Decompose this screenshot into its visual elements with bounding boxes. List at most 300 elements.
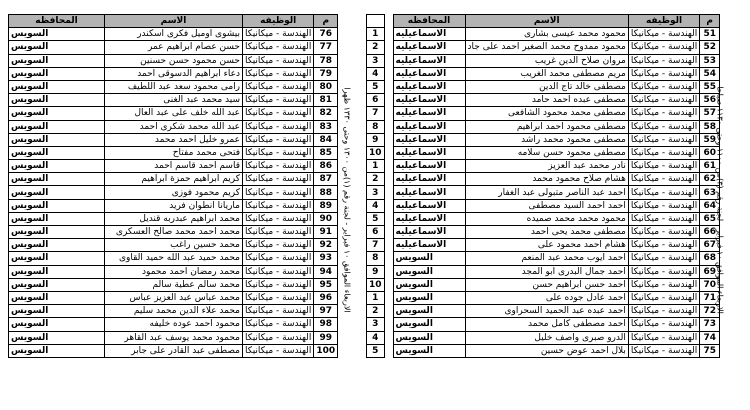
row-job: الهندسة - ميكانيكا — [243, 41, 314, 54]
row-job: الهندسة - ميكانيكا — [628, 173, 699, 186]
row-name: مريم مصطفى محمد الغريب — [465, 67, 628, 80]
row-governorate: السويس — [9, 226, 105, 239]
row-name: احمد حسن ابراهيم حسن — [465, 278, 628, 291]
row-seq: 3 — [367, 318, 385, 331]
row-number: 54 — [700, 67, 720, 80]
table-row — [9, 67, 338, 80]
table-row — [9, 291, 338, 304]
table-row — [367, 107, 720, 120]
spacer-cell — [384, 331, 393, 344]
row-number: 59 — [700, 133, 720, 146]
row-seq: 9 — [367, 133, 385, 146]
row-governorate: السويس — [9, 344, 105, 357]
row-seq: 8 — [367, 120, 385, 133]
spacer-cell — [384, 28, 393, 41]
row-name: كريم محمود فوزى — [105, 186, 243, 199]
table-row — [9, 80, 338, 93]
row-number: 66 — [700, 226, 720, 239]
row-governorate: الاسماعيليه — [393, 120, 465, 133]
row-name: احمد عادل جوده على — [465, 291, 628, 304]
row-number: 75 — [700, 344, 720, 357]
row-name: سيد محمد عبد الغنى — [105, 94, 243, 107]
row-name: مصطفى عبده احمد حامد — [465, 94, 628, 107]
spacer-cell — [384, 278, 393, 291]
row-seq: 7 — [367, 107, 385, 120]
row-job: الهندسة - ميكانيكا — [628, 107, 699, 120]
row-governorate: السويس — [9, 120, 105, 133]
row-governorate: السويس — [9, 41, 105, 54]
row-name: عمرو خليل احمد محمد — [105, 133, 243, 146]
row-seq: 7 — [367, 239, 385, 252]
row-job: الهندسة - ميكانيكا — [243, 199, 314, 212]
table-row — [9, 226, 338, 239]
row-governorate: السويس — [9, 67, 105, 80]
row-seq: 8 — [367, 252, 385, 265]
row-number: 70 — [700, 278, 720, 291]
spacer-cell — [384, 344, 393, 357]
table-row — [9, 212, 338, 225]
row-governorate: السويس — [9, 239, 105, 252]
row-number: 53 — [700, 54, 720, 67]
table-row — [9, 146, 338, 159]
row-job: الهندسة - ميكانيكا — [628, 146, 699, 159]
row-number: 78 — [314, 54, 338, 67]
row-number: 99 — [314, 331, 338, 344]
row-job: الهندسة - ميكانيكا — [243, 94, 314, 107]
row-seq: 1 — [367, 28, 385, 41]
row-number: 62 — [700, 173, 720, 186]
row-seq: 5 — [367, 80, 385, 93]
row-governorate: السويس — [9, 54, 105, 67]
row-seq: 2 — [367, 41, 385, 54]
left-session-caption: الاربعاء الموافق ١٠ فبراير - لجنة رقم (١)من ١٣٠٠ وحتى ١٣٣٠ ظهرا — [342, 87, 352, 313]
row-job: الهندسة - ميكانيكا — [628, 28, 699, 41]
row-job: الهندسة - ميكانيكا — [243, 173, 314, 186]
row-name: محمد سالم عطية سالم — [105, 278, 243, 291]
row-governorate: السويس — [9, 252, 105, 265]
row-number: 57 — [700, 107, 720, 120]
row-name: كريم ابراهيم حمزة ابراهيم — [105, 173, 243, 186]
row-name: احمد جمال البدرى ابو المجد — [465, 265, 628, 278]
row-number: 76 — [314, 28, 338, 41]
row-name: مصطفى محمود احمد ابراهيم — [465, 120, 628, 133]
row-job: الهندسة - ميكانيكا — [243, 252, 314, 265]
header-gov: المحافظه — [393, 15, 465, 28]
row-governorate: الاسماعيليه — [393, 186, 465, 199]
row-name: بيشوى اوميل فكرى اسكندر — [105, 28, 243, 41]
row-number: 58 — [700, 120, 720, 133]
spacer-cell — [384, 186, 393, 199]
row-job: الهندسة - ميكانيكا — [628, 265, 699, 278]
row-job: الهندسة - ميكانيكا — [628, 252, 699, 265]
row-name: الدرو صبرى واصف خليل — [465, 331, 628, 344]
row-governorate: السويس — [9, 94, 105, 107]
row-governorate: الاسماعيليه — [393, 226, 465, 239]
row-name: محمود احمد عوده خليفه — [105, 318, 243, 331]
table-row — [367, 331, 720, 344]
header-row — [9, 15, 338, 28]
row-name: احمد احمد السيد مصطفى — [465, 199, 628, 212]
row-governorate: الاسماعيليه — [393, 67, 465, 80]
row-seq: 9 — [367, 265, 385, 278]
row-seq: 1 — [367, 291, 385, 304]
spacer-cell — [384, 226, 393, 239]
row-job: الهندسة - ميكانيكا — [628, 291, 699, 304]
row-job: الهندسة - ميكانيكا — [243, 226, 314, 239]
row-name: احمد ايوب محمد عبد المنعم — [465, 252, 628, 265]
row-job: الهندسة - ميكانيكا — [628, 160, 699, 173]
row-job: الهندسة - ميكانيكا — [243, 265, 314, 278]
row-name: محمود ممدوح محمد الصغير احمد على جاد — [465, 41, 628, 54]
row-job: الهندسة - ميكانيكا — [628, 305, 699, 318]
left-table — [8, 14, 338, 358]
row-job: الهندسة - ميكانيكا — [628, 94, 699, 107]
table-row — [9, 54, 338, 67]
row-governorate: السويس — [9, 28, 105, 41]
right-session-caption: الاربعاء الموافق ١٠ فبراير - لجنة رقم (٣)من ١١٠٠ وحتى ١١٣٠ صباحا — [715, 86, 725, 314]
row-name: مروان صلاح الدين غريب — [465, 54, 628, 67]
spacer-cell — [384, 67, 393, 80]
header-job: الوظيفه — [628, 15, 699, 28]
row-job: الهندسة - ميكانيكا — [243, 80, 314, 93]
spacer-cell — [384, 107, 393, 120]
table-row — [9, 186, 338, 199]
row-job: الهندسة - ميكانيكا — [628, 239, 699, 252]
spacer-cell — [384, 133, 393, 146]
header-name: الاسم — [465, 15, 628, 28]
row-name: دعاء ابراهيم الدسوقى احمد — [105, 67, 243, 80]
row-governorate: السويس — [393, 318, 465, 331]
row-job: الهندسة - ميكانيكا — [243, 278, 314, 291]
row-governorate: الاسماعيليه — [393, 133, 465, 146]
row-number: 88 — [314, 186, 338, 199]
row-job: الهندسة - ميكانيكا — [243, 107, 314, 120]
row-governorate: السويس — [393, 305, 465, 318]
table-row — [9, 94, 338, 107]
spacer-cell — [384, 41, 393, 54]
row-number: 64 — [700, 199, 720, 212]
table-row — [367, 265, 720, 278]
table-row — [9, 331, 338, 344]
row-name: احمد عبد الناصر متبولى عبد الغفار — [465, 186, 628, 199]
row-name: نادر محمد عبد العزيز — [465, 160, 628, 173]
table-row — [367, 41, 720, 54]
spacer-cell — [384, 318, 393, 331]
row-seq: 6 — [367, 226, 385, 239]
row-number: 84 — [314, 133, 338, 146]
spacer-cell — [384, 146, 393, 159]
table-row — [367, 80, 720, 93]
table-row — [367, 252, 720, 265]
row-number: 82 — [314, 107, 338, 120]
row-seq: 3 — [367, 186, 385, 199]
table-row — [367, 146, 720, 159]
row-job: الهندسة - ميكانيكا — [243, 160, 314, 173]
row-number: 90 — [314, 212, 338, 225]
header-num: م — [700, 15, 720, 28]
table-row — [9, 120, 338, 133]
table-row — [367, 186, 720, 199]
row-seq: 4 — [367, 199, 385, 212]
row-number: 67 — [700, 239, 720, 252]
table-row — [367, 133, 720, 146]
row-number: 81 — [314, 94, 338, 107]
row-number: 80 — [314, 80, 338, 93]
row-governorate: السويس — [9, 173, 105, 186]
row-seq: 4 — [367, 67, 385, 80]
table-row — [367, 305, 720, 318]
row-seq: 2 — [367, 173, 385, 186]
row-number: 100 — [314, 344, 338, 357]
row-job: الهندسة - ميكانيكا — [243, 54, 314, 67]
table-row — [9, 305, 338, 318]
header-name: الاسم — [105, 15, 243, 28]
row-governorate: السويس — [9, 318, 105, 331]
row-name: رامى محمود سعد عبد اللطيف — [105, 80, 243, 93]
row-name: محمود محمد يوسف عبد القاهر — [105, 331, 243, 344]
row-number: 60 — [700, 146, 720, 159]
row-seq: 6 — [367, 94, 385, 107]
row-job: الهندسة - ميكانيكا — [243, 305, 314, 318]
row-name: هشام صلاح محمود محمد — [465, 173, 628, 186]
row-job: الهندسة - ميكانيكا — [243, 239, 314, 252]
row-seq: 3 — [367, 54, 385, 67]
row-name: مصطفى عبد القادر على جابر — [105, 344, 243, 357]
row-governorate: السويس — [9, 186, 105, 199]
row-governorate: السويس — [393, 265, 465, 278]
row-job: الهندسة - ميكانيكا — [243, 133, 314, 146]
spacer-cell — [384, 291, 393, 304]
row-seq: 1 — [367, 160, 385, 173]
right-table — [366, 14, 720, 358]
row-job: الهندسة - ميكانيكا — [628, 120, 699, 133]
row-number: 55 — [700, 80, 720, 93]
row-job: الهندسة - ميكانيكا — [628, 199, 699, 212]
row-governorate: الاسماعيليه — [393, 239, 465, 252]
row-job: الهندسة - ميكانيكا — [628, 278, 699, 291]
table-row — [367, 239, 720, 252]
row-name: محمد حسين راغب — [105, 239, 243, 252]
header-job: الوظيفه — [243, 15, 314, 28]
table-row — [9, 28, 338, 41]
table-row — [367, 173, 720, 186]
left-sheet — [8, 14, 338, 358]
row-job: الهندسة - ميكانيكا — [628, 54, 699, 67]
table-row — [367, 160, 720, 173]
table-row — [367, 28, 720, 41]
table-row — [9, 318, 338, 331]
row-job: الهندسة - ميكانيكا — [243, 186, 314, 199]
row-job: الهندسة - ميكانيكا — [243, 67, 314, 80]
row-number: 87 — [314, 173, 338, 186]
row-governorate: السويس — [9, 212, 105, 225]
row-governorate: الاسماعيليه — [393, 173, 465, 186]
row-name: عبد الله محمد شكرى احمد — [105, 120, 243, 133]
row-seq: 4 — [367, 331, 385, 344]
row-job: الهندسة - ميكانيكا — [243, 291, 314, 304]
table-row — [367, 54, 720, 67]
row-seq: 5 — [367, 344, 385, 357]
spacer-cell — [384, 120, 393, 133]
row-job: الهندسة - ميكانيكا — [628, 186, 699, 199]
table-row — [9, 344, 338, 357]
row-number: 97 — [314, 305, 338, 318]
row-governorate: السويس — [9, 146, 105, 159]
table-row — [367, 318, 720, 331]
row-number: 65 — [700, 212, 720, 225]
table-row — [367, 199, 720, 212]
row-job: الهندسة - ميكانيكا — [243, 331, 314, 344]
spacer-cell — [384, 252, 393, 265]
row-number: 94 — [314, 265, 338, 278]
row-name: محمد رمضان احمد محمود — [105, 265, 243, 278]
table-row — [367, 344, 720, 357]
row-number: 73 — [700, 318, 720, 331]
row-governorate: الاسماعيليه — [393, 28, 465, 41]
row-name: حسن عصام ابراهيم عمر — [105, 41, 243, 54]
row-job: الهندسة - ميكانيكا — [243, 28, 314, 41]
row-job: الهندسة - ميكانيكا — [628, 80, 699, 93]
table-row — [9, 239, 338, 252]
row-governorate: الاسماعيليه — [393, 54, 465, 67]
table-row — [9, 160, 338, 173]
row-job: الهندسة - ميكانيكا — [628, 318, 699, 331]
row-name: محمد علاء الدين محمد سليم — [105, 305, 243, 318]
row-seq: 10 — [367, 278, 385, 291]
row-name: بلال احمد عوض حسين — [465, 344, 628, 357]
row-name: حسن محمود حسن حسنين — [105, 54, 243, 67]
row-job: الهندسة - ميكانيكا — [628, 212, 699, 225]
row-number: 74 — [700, 331, 720, 344]
row-governorate: الاسماعيليه — [393, 80, 465, 93]
row-number: 63 — [700, 186, 720, 199]
row-number: 68 — [700, 252, 720, 265]
row-governorate: السويس — [9, 331, 105, 344]
row-seq: 5 — [367, 212, 385, 225]
spacer-cell — [384, 239, 393, 252]
row-governorate: الاسماعيليه — [393, 94, 465, 107]
row-number: 98 — [314, 318, 338, 331]
spacer-cell — [384, 265, 393, 278]
row-name: محمد عباس عبد العزيز عباس — [105, 291, 243, 304]
row-name: محمد ابراهيم عبدربه قنديل — [105, 212, 243, 225]
row-job: الهندسة - ميكانيكا — [243, 318, 314, 331]
row-job: الهندسة - ميكانيكا — [628, 226, 699, 239]
table-row — [367, 120, 720, 133]
row-governorate: السويس — [9, 199, 105, 212]
row-governorate: السويس — [9, 291, 105, 304]
spacer-cell — [384, 305, 393, 318]
row-name: محمود محمد محمد صميده — [465, 212, 628, 225]
table-row — [367, 291, 720, 304]
spacer-cell — [384, 160, 393, 173]
row-number: 93 — [314, 252, 338, 265]
row-governorate: السويس — [9, 80, 105, 93]
table-row — [367, 226, 720, 239]
row-governorate: السويس — [9, 305, 105, 318]
row-governorate: السويس — [393, 252, 465, 265]
spacer-cell — [384, 54, 393, 67]
row-governorate: الاسماعيليه — [393, 160, 465, 173]
row-job: الهندسة - ميكانيكا — [243, 120, 314, 133]
row-job: الهندسة - ميكانيكا — [243, 146, 314, 159]
row-name: مصطفى محمد محمود الشافعى — [465, 107, 628, 120]
spacer-cell — [384, 173, 393, 186]
row-name: مصطفى خالد تاج الدين — [465, 80, 628, 93]
row-number: 96 — [314, 291, 338, 304]
row-governorate: الاسماعيليه — [393, 212, 465, 225]
row-governorate: السويس — [9, 133, 105, 146]
row-number: 91 — [314, 226, 338, 239]
header-num: م — [314, 15, 338, 28]
row-number: 89 — [314, 199, 338, 212]
row-job: الهندسة - ميكانيكا — [628, 344, 699, 357]
row-number: 61 — [700, 160, 720, 173]
table-row — [9, 278, 338, 291]
row-number: 85 — [314, 146, 338, 159]
row-name: محمد حميد عبد الله حميد القاوى — [105, 252, 243, 265]
row-governorate: السويس — [9, 278, 105, 291]
row-seq: 10 — [367, 146, 385, 159]
row-job: الهندسة - ميكانيكا — [628, 67, 699, 80]
spacer-cell — [384, 212, 393, 225]
spacer-cell — [384, 94, 393, 107]
row-governorate: السويس — [9, 160, 105, 173]
spacer-cell — [384, 15, 393, 28]
row-governorate: السويس — [9, 107, 105, 120]
row-job: الهندسة - ميكانيكا — [628, 41, 699, 54]
header-row — [367, 15, 720, 28]
row-number: 56 — [700, 94, 720, 107]
row-name: مصطفى محمود محمد راشد — [465, 133, 628, 146]
row-governorate: الاسماعيليه — [393, 41, 465, 54]
table-row — [367, 212, 720, 225]
table-row — [9, 199, 338, 212]
row-number: 95 — [314, 278, 338, 291]
spacer-cell — [384, 80, 393, 93]
row-governorate: السويس — [393, 278, 465, 291]
row-job: الهندسة - ميكانيكا — [628, 331, 699, 344]
row-name: قاسم احمد قاسم احمد — [105, 160, 243, 173]
row-number: 71 — [700, 291, 720, 304]
row-job: الهندسة - ميكانيكا — [628, 133, 699, 146]
table-row — [9, 173, 338, 186]
table-row — [9, 265, 338, 278]
row-number: 92 — [314, 239, 338, 252]
row-governorate: الاسماعيليه — [393, 146, 465, 159]
row-governorate: السويس — [393, 331, 465, 344]
table-row — [367, 67, 720, 80]
row-number: 79 — [314, 67, 338, 80]
row-name: هشام احمد محمود على — [465, 239, 628, 252]
row-name: محمود محمد عيسى بشارى — [465, 28, 628, 41]
table-row — [9, 41, 338, 54]
table-row — [367, 94, 720, 107]
row-number: 69 — [700, 265, 720, 278]
row-name: احمد عبده عبد الحميد السحراوى — [465, 305, 628, 318]
row-name: مصطفى محمود حسن سلامه — [465, 146, 628, 159]
row-number: 52 — [700, 41, 720, 54]
row-number: 72 — [700, 305, 720, 318]
table-row — [9, 107, 338, 120]
right-sheet — [366, 14, 720, 358]
header-gov: المحافظه — [9, 15, 105, 28]
row-name: عبد الله خلف على عبد العال — [105, 107, 243, 120]
row-number: 83 — [314, 120, 338, 133]
table-row — [9, 133, 338, 146]
row-governorate: الاسماعيليه — [393, 199, 465, 212]
table-row — [9, 252, 338, 265]
